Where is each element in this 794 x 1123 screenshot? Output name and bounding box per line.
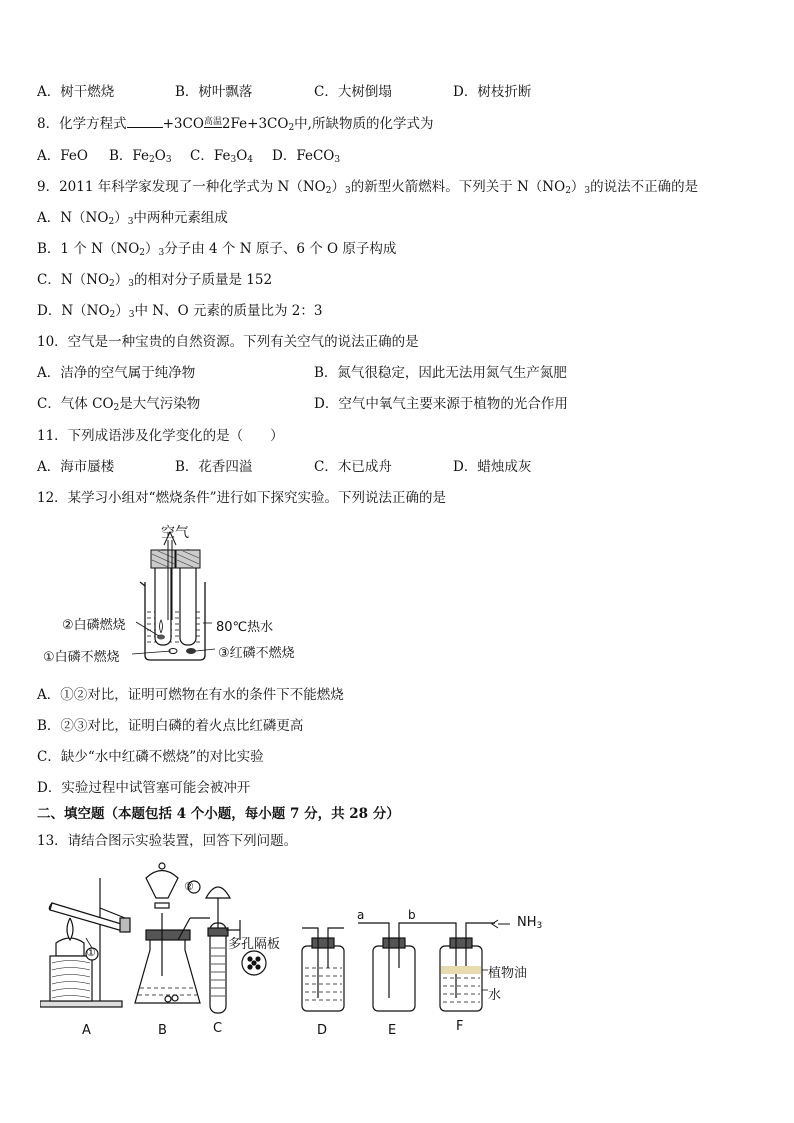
q12-option-a: A．①②对比，证明可燃物在有水的条件下不能燃烧 — [37, 687, 344, 703]
q10-option-d: D．空气中氧气主要来源于植物的光合作用 — [314, 396, 568, 412]
apparatus-a — [40, 878, 130, 1007]
apparatus-label-b: B — [158, 1023, 167, 1038]
apparatus-label-d: D — [317, 1023, 328, 1038]
q9-option-c: C．$N(NO_2)_3$的相对分子质量是 152 — [37, 272, 273, 289]
apparatus-d — [302, 928, 344, 1011]
q9-stem: 9．2011 年科学家发现了一种化学式为 $N(NO_2)_3$的新型火箭燃料。下列关于 $N(NO_2)_3$的说法不正确的是 — [37, 179, 699, 196]
q12-option-d: D．实验过程中试管塞可能会被冲开 — [37, 780, 251, 796]
apparatus-label-f: F — [456, 1019, 464, 1034]
water-label: 水 — [488, 988, 502, 1003]
answer-blank — [127, 115, 163, 128]
lab-apparatus-figure — [40, 858, 560, 1043]
q9-option-b: B．1 个 $N(NO_2)_3$分子由 4 个 N 原子、6 个 O 原子构成 — [37, 241, 397, 258]
port-a-label: a — [357, 908, 365, 922]
apparatus-label-e: E — [388, 1023, 397, 1038]
label-circle-2: ② — [184, 880, 194, 893]
apparatus-label-c: C — [213, 1021, 223, 1036]
q11-option-d: D．蜡烛成灰 — [453, 459, 532, 475]
perforated-plate-label: 多孔隔板 — [228, 937, 281, 952]
reaction-condition: 高温 — [203, 117, 222, 127]
port-b-label: b — [408, 908, 416, 922]
q12-option-c: C．缺少“水中红磷不燃烧”的对比实验 — [37, 749, 264, 765]
q11-option-c: C．木已成舟 — [314, 459, 392, 475]
air-label: 空气 — [161, 525, 189, 541]
white-phosphorus-burning-label: ②白磷燃烧 — [62, 618, 126, 633]
q10-option-a: A．洁净的空气属于纯净物 — [37, 365, 196, 381]
q10-stem: 10．空气是一种宝贵的自然资源。下列有关空气的说法正确的是 — [37, 334, 419, 350]
q8-option-a: A．FeO — [37, 148, 88, 164]
label-circle-1: ① — [86, 946, 96, 959]
q11-stem: 11．下列成语涉及化学变化的是（ ） — [37, 428, 284, 444]
q8-option-d: D．FeCO$_3$ — [272, 148, 341, 165]
q7-option-c: C．大树倒塌 — [314, 84, 392, 100]
hot-water-label: 80℃热水 — [216, 620, 274, 635]
q7-option-a: A．树干燃烧 — [37, 84, 115, 100]
section-heading: 二、填空题（本题包括 4 个小题，每小题 7 分，共 28 分） — [37, 806, 400, 822]
q12-option-b: B．②③对比，证明白磷的着火点比红磷更高 — [37, 718, 304, 734]
q11-option-b: B．花香四溢 — [175, 459, 253, 475]
apparatus-e — [358, 923, 432, 1011]
q8-stem: 8．化学方程式 +3CO高温$2Fe+3CO_2$中,所缺物质的化学式为 — [37, 116, 434, 133]
apparatus-b — [135, 863, 210, 1003]
q9-option-d: D．$N(NO_2)_3$中 N、O 元素的质量比为 2：3 — [37, 303, 323, 320]
apparatus-label-a: A — [82, 1023, 91, 1038]
nh3-label: $NH_3$ — [517, 915, 543, 931]
q12-stem: 12．某学习小组对“燃烧条件”进行如下探究实验。下列说法正确的是 — [37, 490, 446, 506]
q7-option-b: B．树叶飘落 — [175, 84, 253, 100]
q8-option-c: C．$Fe_3O_4$ — [190, 148, 253, 165]
white-phosphorus-not-burning-label: ①白磷不燃烧 — [43, 650, 120, 665]
q11-option-a: A．海市蜃楼 — [37, 459, 115, 475]
q7-option-d: D．树枝折断 — [453, 84, 532, 100]
red-phosphorus-label: ③红磷不燃烧 — [218, 646, 295, 661]
q13-stem: 13．请结合图示实验装置，回答下列问题。 — [37, 833, 298, 849]
q9-option-a: A．$N(NO_2)_3$中两种元素组成 — [37, 210, 228, 227]
vegetable-oil-label: 植物油 — [488, 966, 528, 981]
q10-option-b: B．氮气很稳定，因此无法用氮气生产氮肥 — [314, 365, 567, 381]
q8-option-b: B．$Fe_2O_3$ — [109, 148, 172, 165]
q10-option-c: C．气体 $CO_2$是大气污染物 — [37, 396, 201, 413]
